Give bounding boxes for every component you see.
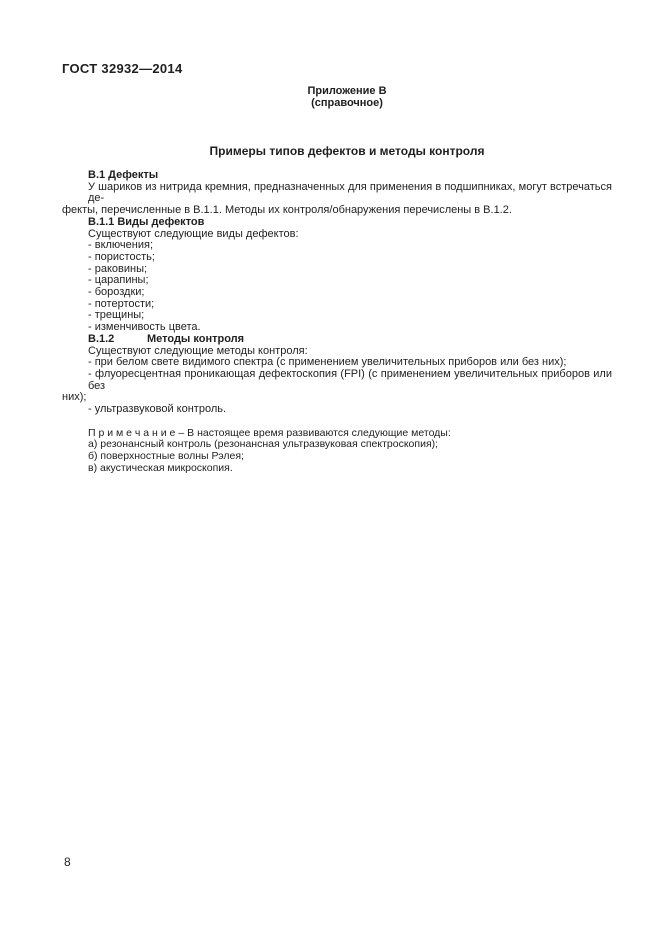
section-b12-heading-text: Методы контроля [147, 332, 245, 345]
appendix-header [62, 85, 632, 109]
section-b11-intro: Существуют следующие виды дефектов: [88, 227, 299, 240]
method-item: - ультразвуковой контроль. [88, 403, 227, 416]
defect-item: - изменчивость цвета. [88, 321, 201, 334]
section-b11-heading: В.1.1 Виды дефектов [88, 215, 205, 228]
defect-item: - включения; [88, 239, 154, 252]
section-b12-number: В.1.2 [88, 332, 115, 345]
defect-item: - бороздки; [88, 286, 145, 299]
defect-item: - трещины; [88, 309, 145, 322]
section-b1-paragraph-line1: У шариков из нитрида кремния, предназначенных для применения в подшипниках, могут встречаться де- [88, 180, 612, 205]
note-item: б) поверхностные волны Рэлея; [88, 450, 244, 463]
document-body [62, 170, 612, 475]
defect-item: - пористость; [88, 250, 155, 263]
method-item-line1: - флуоресцентная проникающая дефектоскопия (FPI) (с применением увеличительных приборов или без [88, 367, 612, 392]
appendix-type: (справочное) [311, 97, 383, 109]
note-block [62, 428, 612, 475]
appendix-title: Приложение В [307, 85, 387, 97]
note-item: а) резонансный контроль (резонансная ультразвуковая спектроскопия); [88, 438, 439, 451]
method-item: - при белом свете видимого спектра (с применением увеличительных приборов или без них); [88, 356, 567, 369]
defect-item: - потертости; [88, 297, 155, 310]
section-b1-heading: В.1 Дефекты [88, 169, 159, 181]
section-b12-heading [88, 334, 612, 346]
note-label: П р и м е ч а н и е [88, 426, 176, 439]
section-b12-intro: Существуют следующие методы контроля: [88, 344, 308, 357]
defect-item: - царапины; [88, 274, 149, 287]
doc-number: ГОСТ 32932—2014 [62, 61, 183, 76]
section-b1-paragraph-line2: фекты, перечисленные в В.1.1. Методы их контроля/обнаружения перечислены в В.1.2. [62, 204, 512, 217]
page-title: Примеры типов дефектов и методы контроля [209, 144, 485, 158]
method-item-line2: них); [62, 391, 87, 404]
defect-item: - раковины; [88, 262, 148, 275]
note-item: в) акустическая микроскопия. [88, 461, 233, 474]
page-number: 8 [64, 855, 71, 869]
note-text: – В настоящее время развиваются следующие методы: [178, 426, 451, 439]
